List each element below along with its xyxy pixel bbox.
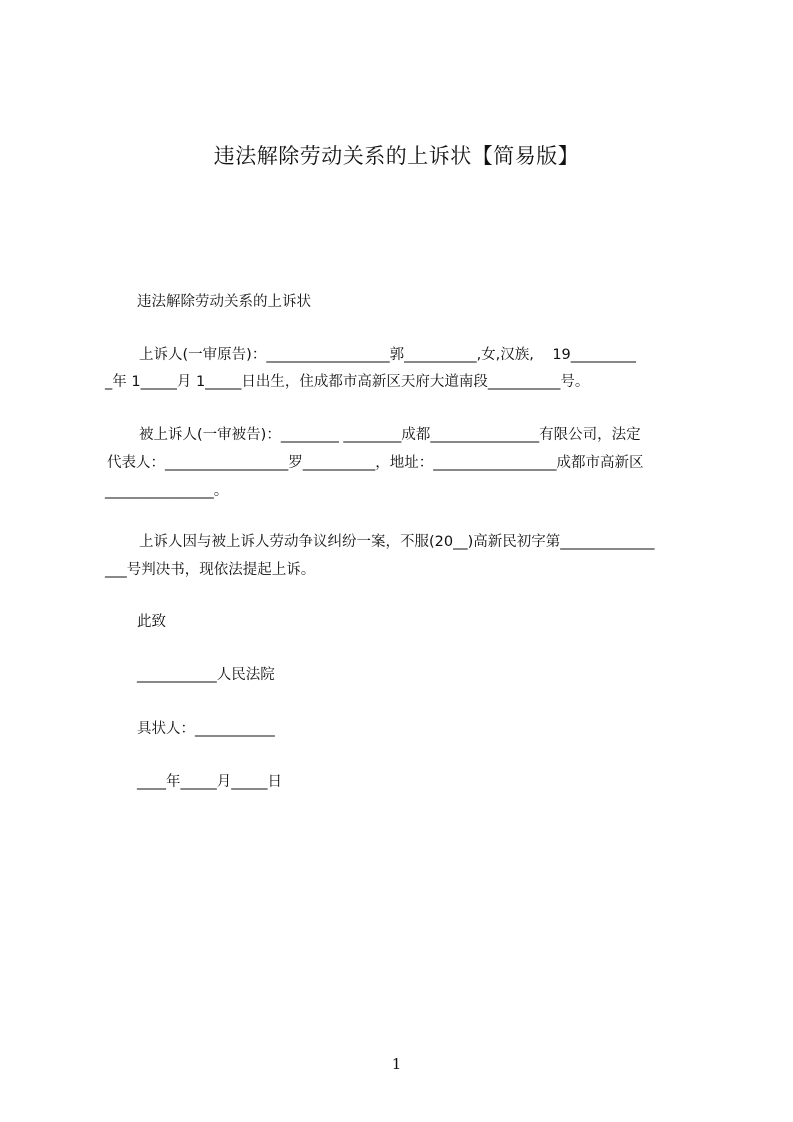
appellee-line-3: _______________。 bbox=[105, 483, 229, 499]
reason-line-1: 上诉人因与被上诉人劳动争议纠纷一案，不服(20__)高新民初字第_____________ bbox=[139, 534, 655, 550]
salutation: 此致 bbox=[137, 614, 166, 630]
appellee-line-1: 被上诉人(一审被告)：________ ________成都_______________有限公司，法定 bbox=[139, 427, 641, 443]
reason-line-2: ___号判决书，现依法提起上诉。 bbox=[105, 562, 316, 578]
signer-line: 具状人：___________ bbox=[137, 721, 275, 737]
document-title: 违法解除劳动关系的上诉状【简易版】 bbox=[213, 144, 580, 168]
appellant-line-1: 上诉人(一审原告)：_________________郭__________,女,汉族, 19_________ bbox=[139, 347, 637, 363]
date-line: ____年_____月_____日 bbox=[137, 774, 282, 790]
page-number: 1 bbox=[391, 1055, 402, 1073]
appellee-line-2: 代表人：_________________罗__________，地址：_________________成都市高新区 bbox=[107, 455, 644, 471]
appellant-line-2: _年 1_____月 1_____日出生，住成都市高新区天府大道南段__________号。 bbox=[105, 374, 590, 390]
court-line: ___________人民法院 bbox=[137, 667, 275, 683]
document-heading: 违法解除劳动关系的上诉状 bbox=[137, 294, 311, 310]
